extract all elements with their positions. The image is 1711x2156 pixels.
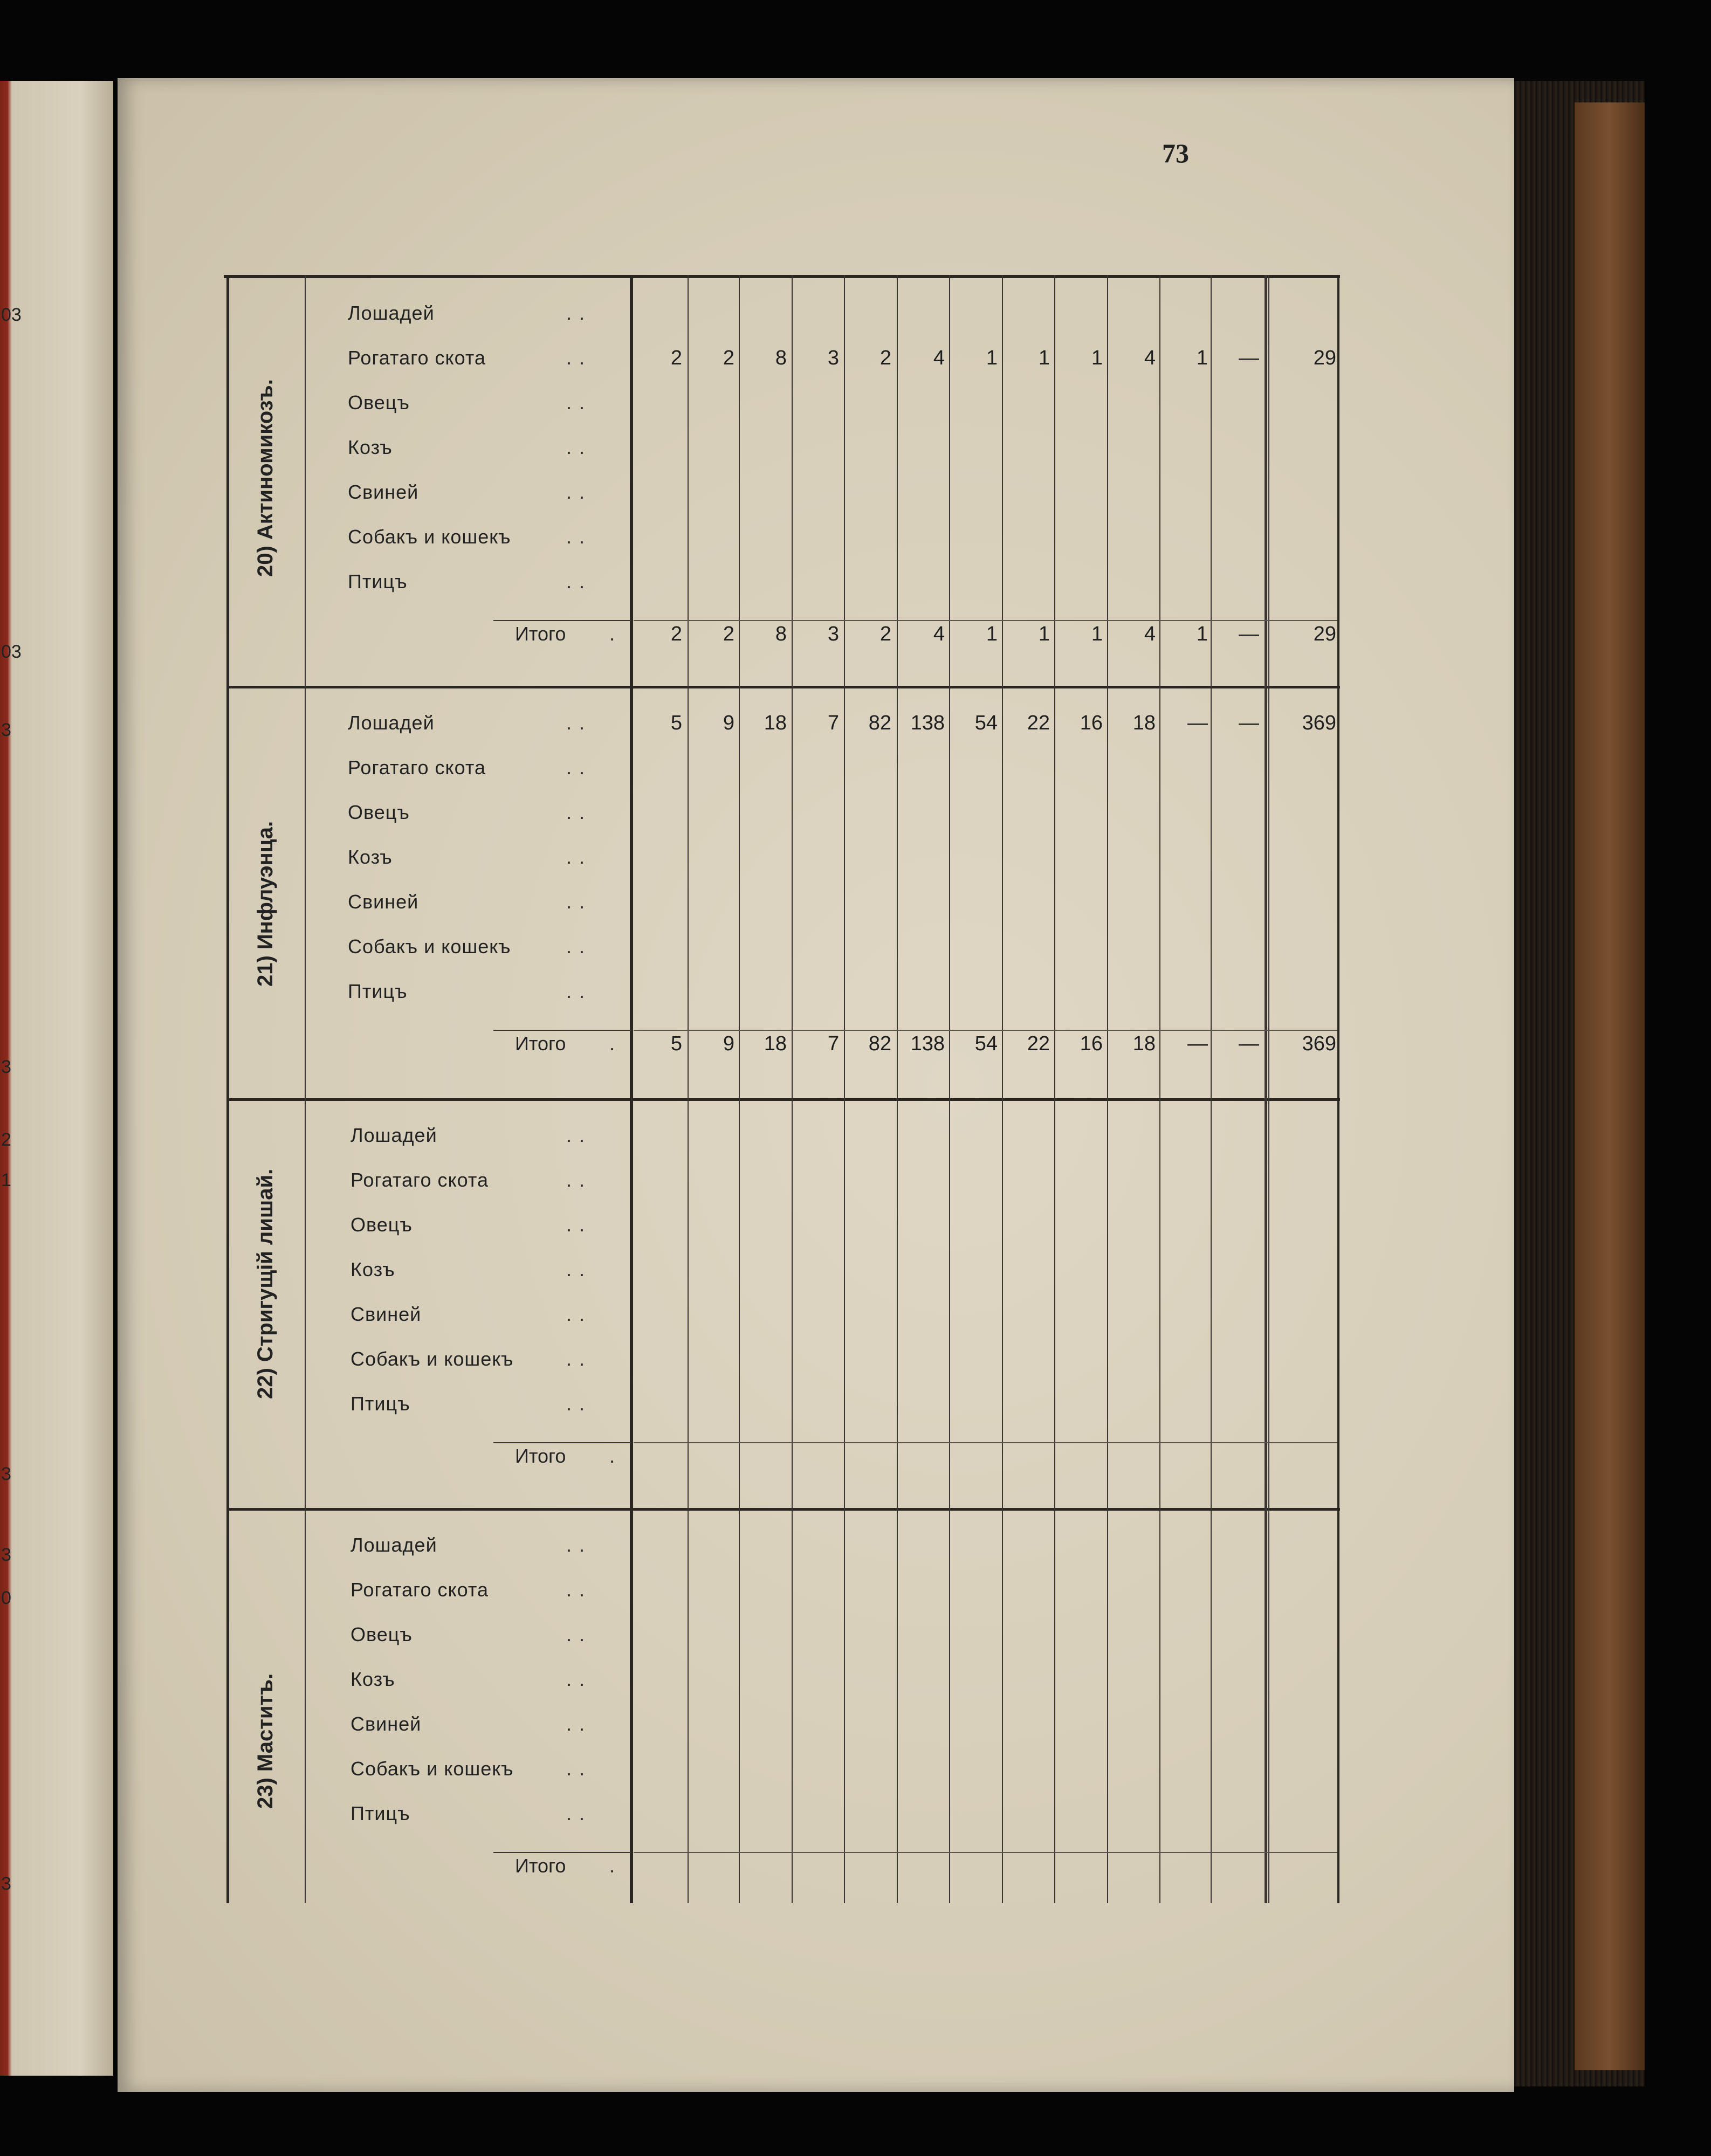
data-cell: 138 [910,712,945,734]
total-cell: 2 [723,623,734,645]
row-label: Овецъ [348,391,410,414]
total-cell: — [1187,1032,1208,1055]
row-label: Свиней [348,481,419,503]
dot-leader: . . [566,1713,586,1735]
row-label: Лошадей [351,1534,437,1556]
total-cell: 22 [1027,1032,1050,1055]
total-cell: 138 [910,1032,945,1055]
left-page-number: 3 [1,1545,11,1565]
dot-leader: . . [566,436,586,458]
data-cell: 1 [1038,347,1050,369]
row-label: Собакъ и кошекъ [351,1348,514,1370]
column-divider [739,275,740,1903]
total-cell: 9 [723,1032,734,1055]
left-page-number: 03 [1,642,22,662]
row-label: Овецъ [351,1214,413,1236]
row-label: Козъ [348,846,393,868]
total-cell: 2 [670,623,682,645]
column-divider [1159,275,1160,1903]
left-page-number: 2 [1,1129,11,1150]
dot-leader: . . [566,846,586,868]
row-label: Свиней [351,1713,422,1735]
data-cell: 16 [1080,712,1103,734]
row-label: Свиней [348,891,419,913]
total-separator [493,1852,631,1853]
left-page-number: 03 [1,305,22,325]
row-label: Рогатаго скота [351,1169,489,1191]
dot-leader: . . [566,891,586,913]
dot-leader: . . [566,756,586,779]
row-label: Лошадей [351,1124,437,1146]
total-cell: 2 [879,623,891,645]
column-divider [897,275,898,1903]
column-divider [1211,275,1212,1903]
dot-leader: . . [566,1169,586,1191]
dot-leader: . . [566,1758,586,1780]
column-divider [1265,275,1267,1903]
row-label: Рогатаго скота [348,756,486,779]
data-cell: 369 [1302,712,1336,734]
section-title: 20) Актиномикозъ. [253,379,277,577]
left-page-number: 0 [1,1588,11,1608]
total-label: Итого [515,1032,566,1055]
total-cell: 4 [933,623,945,645]
data-cell: 2 [723,347,734,369]
section-title: 22) Стригущій лишай. [253,1168,277,1399]
data-cell: — [1239,712,1259,734]
row-label: Рогатаго скота [351,1579,489,1601]
section-separator [226,1508,1340,1511]
row-label: Птицъ [348,980,408,1002]
dot-leader: . [609,623,616,645]
dot-leader: . . [566,1348,586,1370]
dot-leader: . . [566,302,586,324]
row-label: Овецъ [351,1623,413,1645]
total-separator [493,1442,631,1443]
row-label: Птицъ [351,1802,410,1824]
column-divider [949,275,950,1903]
total-cell: — [1239,623,1259,645]
row-label: Собакъ и кошекъ [348,526,511,548]
total-row-line [634,1852,1337,1853]
dot-leader: . . [566,935,586,958]
column-divider [844,275,845,1903]
total-cell: 1 [1196,623,1208,645]
table-left-border [226,275,229,1903]
dot-leader: . . [566,801,586,823]
title-column-divider [305,275,306,1903]
dot-leader: . . [566,1124,586,1146]
total-cell: 18 [764,1032,787,1055]
dot-leader: . . [566,1579,586,1601]
book-page [118,78,1514,2092]
column-divider [1107,275,1108,1903]
total-separator [493,620,631,621]
data-cell: 54 [974,712,998,734]
data-cell: 18 [764,712,787,734]
total-row-line [634,1030,1337,1031]
dot-leader: . [609,1445,616,1467]
total-label: Итого [515,1445,566,1467]
row-label: Козъ [348,436,393,458]
data-cell: 1 [1091,347,1103,369]
column-divider [1054,275,1055,1903]
dot-leader: . . [566,347,586,369]
dot-leader: . . [566,1214,586,1236]
total-cell: 1 [1038,623,1050,645]
total-cell: 18 [1132,1032,1156,1055]
label-column-divider [630,275,633,1903]
data-cell: 8 [775,347,787,369]
total-row-line [634,620,1337,621]
table-top-border [224,275,1340,278]
total-cell: — [1239,1032,1259,1055]
data-cell: 4 [1144,347,1156,369]
total-cell: 54 [974,1032,998,1055]
column-divider [688,275,689,1903]
data-cell: 7 [827,712,839,734]
total-cell: 3 [827,623,839,645]
row-label: Птицъ [351,1393,410,1415]
total-column-divider [1268,275,1269,1903]
dot-leader: . . [566,1534,586,1556]
column-divider [1002,275,1003,1903]
total-cell: 8 [775,623,787,645]
left-page-number: 1 [1,1170,11,1190]
dot-leader: . . [566,1802,586,1824]
total-cell: 1 [1091,623,1103,645]
left-page-number: 3 [1,1464,11,1484]
row-label: Свиней [351,1303,422,1325]
dot-leader: . [609,1855,616,1877]
data-cell: — [1187,712,1208,734]
total-cell: 82 [868,1032,891,1055]
section-separator [226,686,1340,688]
row-label: Птицъ [348,570,408,593]
total-cell: 4 [1144,623,1156,645]
dot-leader: . . [566,570,586,593]
column-divider [792,275,793,1903]
book-cover-edge [1575,102,1645,2070]
data-cell: 18 [1132,712,1156,734]
dot-leader: . . [566,980,586,1002]
data-cell: 82 [868,712,891,734]
dot-leader: . [609,1032,616,1055]
row-label: Козъ [351,1668,395,1690]
data-cell: 2 [879,347,891,369]
data-cell: 1 [986,347,998,369]
data-cell: 3 [827,347,839,369]
row-label: Собакъ и кошекъ [351,1758,514,1780]
row-label: Лошадей [348,712,435,734]
total-cell: 16 [1080,1032,1103,1055]
dot-leader: . . [566,481,586,503]
dot-leader: . . [566,1258,586,1280]
data-cell: 29 [1313,347,1336,369]
left-page-number: 3 [1,1057,11,1077]
data-cell: 5 [670,712,682,734]
total-cell: 369 [1302,1032,1336,1055]
page-number: 73 [1162,138,1189,168]
total-cell: 29 [1313,623,1336,645]
section-separator [226,1098,1340,1101]
data-cell: 1 [1196,347,1208,369]
section-title: 23) Маститъ. [253,1673,277,1809]
dot-leader: . . [566,391,586,414]
dot-leader: . . [566,526,586,548]
table-right-border [1337,275,1339,1903]
total-separator [493,1030,631,1031]
left-page-number: 3 [1,720,11,740]
row-label: Лошадей [348,302,435,324]
total-label: Итого [515,1855,566,1877]
data-cell: 4 [933,347,945,369]
data-cell: — [1239,347,1259,369]
row-label: Рогатаго скота [348,347,486,369]
left-page-edge [0,81,113,2076]
dot-leader: . . [566,1393,586,1415]
row-label: Козъ [351,1258,395,1280]
total-row-line [634,1442,1337,1443]
dot-leader: . . [566,712,586,734]
data-cell: 22 [1027,712,1050,734]
row-label: Овецъ [348,801,410,823]
left-page-number: 3 [1,1873,11,1894]
dot-leader: . . [566,1623,586,1645]
total-cell: 5 [670,1032,682,1055]
dot-leader: . . [566,1668,586,1690]
data-cell: 9 [723,712,734,734]
total-cell: 7 [827,1032,839,1055]
dot-leader: . . [566,1303,586,1325]
total-label: Итого [515,623,566,645]
row-label: Собакъ и кошекъ [348,935,511,958]
data-cell: 2 [670,347,682,369]
total-cell: 1 [986,623,998,645]
section-title: 21) Инфлуэнца. [253,821,277,987]
